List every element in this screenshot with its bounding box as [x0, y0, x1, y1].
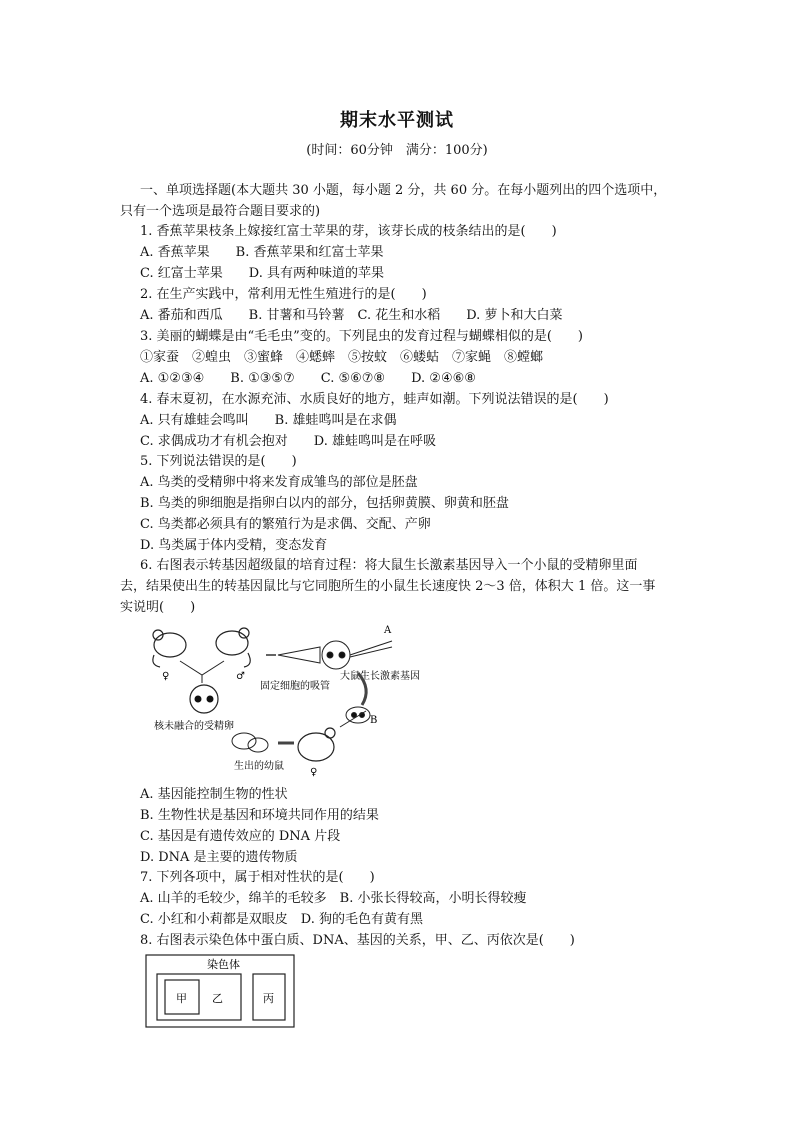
question-option: B. 鸟类的卵细胞是指卵白以内的部分，包括卵黄膜、卵黄和胚盘: [140, 496, 509, 511]
exam-info: (时间：60分钟 满分：100分): [306, 143, 488, 158]
label-b: B: [370, 715, 378, 726]
question-stem: 2. 在生产实践中，常利用无性生殖进行的是( ): [140, 287, 427, 302]
baby-mice-icon: [232, 733, 268, 752]
male-mouse-icon: [216, 628, 250, 667]
question-option: C. 基因是有遗传效应的 DNA 片段: [140, 829, 341, 844]
question-stem: 3. 美丽的蝴蝶是由“毛毛虫”变的。下列昆虫的发育过程与蝴蝶相似的是( ): [140, 329, 583, 344]
section-heading-cont: 只有一个选项是最符合题目要求的): [120, 204, 321, 219]
zygote-label: 核未融合的受精卵: [154, 721, 234, 732]
question-stem: 4. 春末夏初，在水源充沛、水质良好的地方，蛙声如潮。下列说法错误的是( ): [140, 392, 609, 407]
question-option: A. 鸟类的受精卵中将来发育成雏鸟的部位是胚盘: [140, 475, 418, 490]
question-stem: 5. 下列说法错误的是( ): [140, 454, 297, 469]
question-option: A. 山羊的毛较少，绵羊的毛较多 B. 小张长得较高，小明长得较瘦: [140, 891, 527, 906]
question-option: C. 红富士苹果 D. 具有两种味道的苹果: [140, 266, 384, 281]
question-option: C. 求偶成功才有机会抱对 D. 雄蛙鸣叫是在呼吸: [140, 434, 436, 449]
gene-label: 大鼠生长激素基因: [340, 671, 420, 682]
question-stem: 1. 香蕉苹果枝条上嫁接红富士苹果的芽，该芽长成的枝条结出的是( ): [140, 224, 557, 239]
question-option: A. 只有雄蛙会鸣叫 B. 雄蛙鸣叫是在求偶: [140, 413, 397, 428]
question-stem-list: ①家蚕 ②蝗虫 ③蜜蜂 ④蟋蟀 ⑤按蚊 ⑥蝼蛄 ⑦家蝇 ⑧螳螂: [140, 350, 544, 365]
question-option: C. 鸟类都必须具有的繁殖行为是求偶、交配、产卵: [140, 517, 431, 532]
question-option: A. 番茄和西瓜 B. 甘薯和马铃薯 C. 花生和水稻 D. 萝卜和大白菜: [140, 308, 563, 323]
question-option: C. 小红和小莉都是双眼皮 D. 狗的毛色有黄有黑: [140, 912, 423, 927]
question-option: A. 香蕉苹果 B. 香蕉苹果和红富士苹果: [140, 245, 384, 260]
question-option: A. 基因能控制生物的性状: [140, 787, 288, 802]
question-stem: 6. 右图表示转基因超级鼠的培育过程：将大鼠生长激素基因导入一个小鼠的受精卵里面: [140, 558, 638, 573]
surrogate-mouse-icon: [298, 728, 335, 761]
question-option: B. 生物性状是基因和环境共同作用的结果: [140, 808, 379, 823]
section-heading: 一、单项选择题(本大题共 30 小题，每小题 2 分，共 60 分。在每小题列出的四个选项中，: [140, 183, 667, 198]
question-stem: 7. 下列各项中，属于相对性状的是( ): [140, 870, 375, 885]
female-symbol-2: ♀: [310, 767, 318, 778]
female-symbol: ♀: [162, 671, 170, 682]
question-stem-cont: 去，结果使出生的转基因鼠比与它同胞所生的小鼠生长速度快 2～3 倍，体积大 1 倍。这一事: [120, 579, 656, 594]
question-option: A. ①②③④ B. ①③⑤⑦ C. ⑤⑥⑦⑧ D. ②④⑥⑧: [140, 371, 476, 386]
injection-icon: [340, 707, 370, 727]
male-symbol: ♂: [236, 671, 245, 682]
offspring-label: 生出的幼鼠: [234, 761, 284, 772]
transgenic-mouse-figure: [140, 617, 420, 787]
pipette-label: 固定细胞的吸管: [260, 681, 330, 692]
zygote-icon: [190, 685, 218, 713]
page-title: 期末水平测试: [340, 110, 454, 131]
question-stem-cont: 实说明( ): [120, 600, 196, 615]
pipette-icon: [278, 641, 392, 669]
chromosome-label: 染色体: [207, 958, 240, 971]
yi-label: 乙: [212, 992, 223, 1005]
question-stem: 8. 右图表示染色体中蛋白质、DNA、基因的关系，甲、乙、丙依次是( ): [140, 933, 575, 948]
jia-label: 甲: [176, 992, 187, 1005]
bing-label: 丙: [263, 992, 274, 1005]
chromosome-diagram: [145, 954, 295, 1028]
question-option: D. DNA 是主要的遗传物质: [140, 850, 298, 865]
question-option: D. 鸟类属于体内受精，变态发育: [140, 538, 328, 553]
label-a: A: [384, 625, 392, 636]
